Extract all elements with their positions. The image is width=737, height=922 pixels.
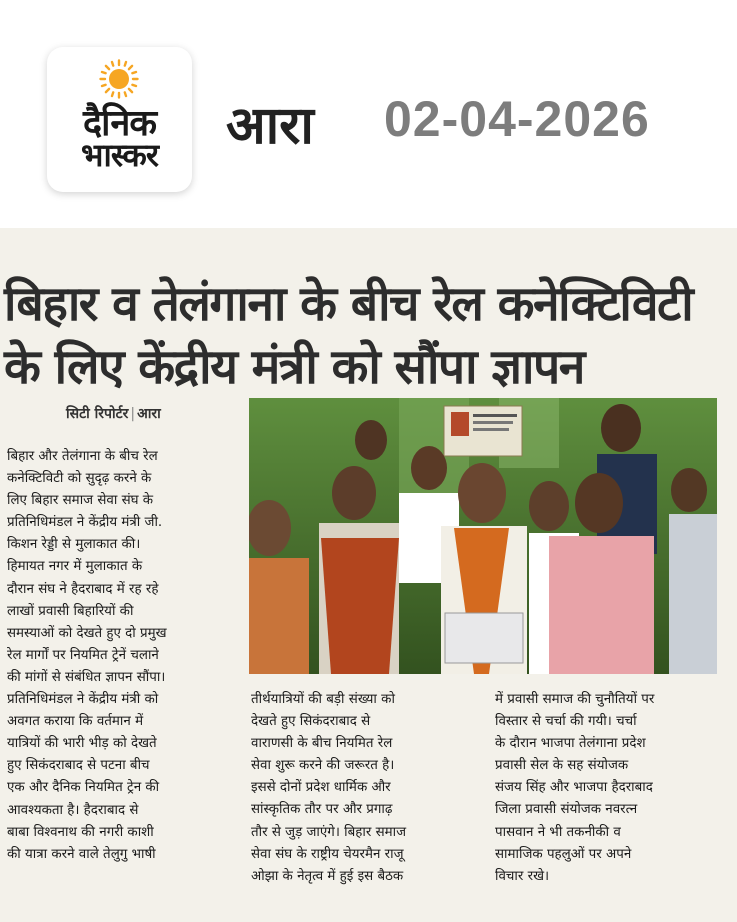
- column-line: सामाजिक पहलुओं पर अपने: [495, 846, 632, 862]
- column-line: दौरान संघ ने हैदराबाद में रह रहे: [7, 581, 159, 597]
- column-line: सांस्कृतिक तौर पर और प्रगाढ़: [251, 802, 393, 818]
- column-line: वाराणसी के बीच नियमित रेल: [251, 736, 393, 752]
- column-line: में प्रवासी समाज की चुनौतियों पर: [495, 692, 655, 707]
- article-column-3: [495, 689, 729, 888]
- column-line: विचार रखे।: [495, 868, 550, 884]
- column-line: पासवान ने भी तकनीकी व: [495, 824, 621, 840]
- column-line: लाखों प्रवासी बिहारियों की: [7, 603, 134, 619]
- column-line: बाबा विश्वनाथ की नगरी काशी: [7, 824, 154, 840]
- column-line: जिला प्रवासी संयोजक नवरत्न: [495, 802, 638, 818]
- logo-wordmark-line1: दैनिक: [82, 103, 157, 144]
- column-line: रेल मार्गों पर नियमित ट्रेनें चलाने: [7, 647, 159, 663]
- column-line: देखते हुए सिकंदराबाद से: [251, 714, 371, 730]
- column-line: प्रतिनिधिमंडल ने केंद्रीय मंत्री को: [7, 692, 159, 708]
- masthead: [0, 0, 737, 228]
- delegation-meeting-photo: [249, 398, 717, 674]
- sun-icon: [99, 59, 139, 99]
- column-line: बिहार और तेलंगाना के बीच रेल: [7, 449, 158, 464]
- edition-date: 02-04-2026: [384, 91, 650, 147]
- column-line: लिए बिहार समाज सेवा संघ के: [7, 493, 154, 509]
- dainik-bhaskar-logo[interactable]: [47, 47, 192, 192]
- column-line: हुए सिकंदराबाद से पटना बीच: [7, 758, 150, 774]
- column-line: प्रवासी सेल के सह संयोजक: [495, 758, 629, 774]
- column-line: अवगत कराया कि वर्तमान में: [7, 714, 144, 730]
- byline-place: आरा: [137, 406, 161, 422]
- column-line: सेवा संघ के राष्ट्रीय चेयरमैन राजू: [251, 846, 404, 862]
- column-line: की मांगों से संबंधित ज्ञापन सौंपा।: [7, 669, 166, 685]
- column-line: ओझा के नेतृत्व में हुई इस बैठक: [251, 868, 404, 884]
- article-column-2: [251, 689, 482, 888]
- column-line: किशन रेड्डी से मुलाकात की।: [7, 537, 141, 553]
- column-line: की यात्रा करने वाले तेलुगु भाषी: [7, 846, 156, 862]
- column-line: सेवा शुरू करने की जरूरत है।: [251, 758, 395, 774]
- article-column-1: [7, 446, 243, 866]
- headline-line1: बिहार व तेलंगाना के बीच रेल कनेक्टिविटी: [4, 276, 693, 332]
- column-line: कनेक्टिविटी को सुदृढ़ करने के: [7, 471, 152, 487]
- column-line: हिमायत नगर में मुलाकात के: [7, 559, 143, 575]
- column-line: तीर्थयात्रियों की बड़ी संख्या को: [251, 692, 395, 707]
- news-photo[interactable]: [249, 398, 717, 674]
- column-line: समस्याओं को देखते हुए दो प्रमुख: [7, 625, 167, 641]
- column-line: विस्तार से चर्चा की गयी। चर्चा: [495, 714, 637, 730]
- column-line: एक और दैनिक नियमित ट्रेन की: [7, 780, 160, 796]
- byline-divider: |: [130, 406, 136, 422]
- headline-line2: के लिए केंद्रीय मंत्री को सौंपा ज्ञापन: [4, 339, 584, 395]
- column-line: तौर से जुड़ जाएंगे। बिहार समाज: [251, 824, 407, 840]
- column-line: प्रतिनिधिमंडल ने केंद्रीय मंत्री जी.: [7, 515, 163, 531]
- byline: [66, 404, 161, 423]
- column-line: यात्रियों की भारी भीड़ को देखते: [7, 736, 157, 752]
- column-line: के दौरान भाजपा तेलंगाना प्रदेश: [495, 736, 646, 752]
- column-line: संजय सिंह और भाजपा हैदराबाद: [495, 780, 653, 796]
- column-line: आवश्यकता है। हैदराबाद से: [7, 802, 139, 818]
- logo-wordmark-line2: भास्कर: [81, 136, 158, 174]
- column-line: इससे दोनों प्रदेश धार्मिक और: [251, 780, 391, 796]
- byline-reporter: सिटी रिपोर्टर: [66, 406, 129, 422]
- news-clipping: [0, 228, 737, 922]
- edition-city: आरा: [226, 96, 314, 156]
